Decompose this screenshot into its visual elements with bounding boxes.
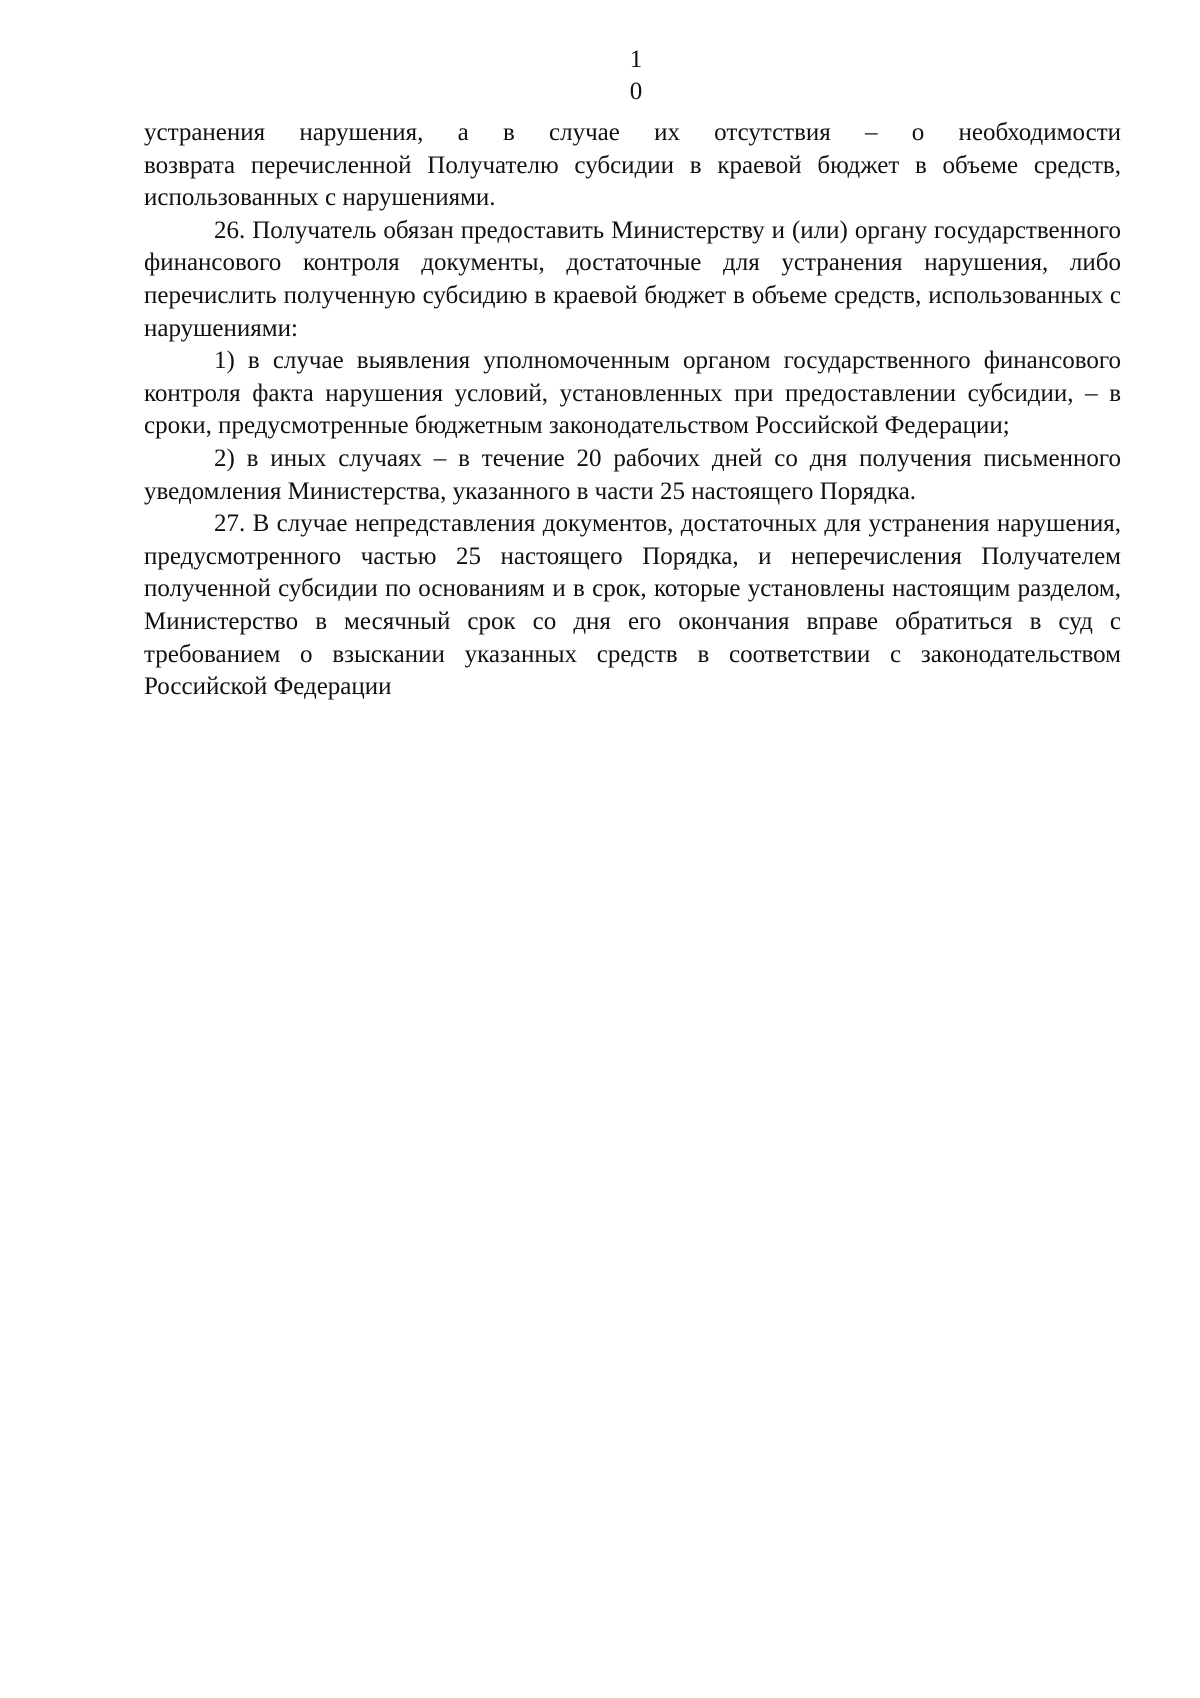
page-number-digit-2: 0 xyxy=(629,78,643,105)
paragraph-26: 26. Получатель обязан предоставить Министерству и (или) органу государственного финансового контроля документы, достаточные для устранения нарушения, либо перечислить полученную субсидию в краевой бюджет в объеме средств, использованных с нарушениями: xyxy=(144,216,1121,342)
paragraph-27: 27. В случае непредставления документов, достаточных для устранения нарушения, предусмотренного частью 25 настоящего Порядка, и неперечисления Получателем полученной субсидии по основаниям и в срок, которые установлены настоящим разделом, Министерство в месячный срок со дня его окончания вправе обратиться в суд с требованием о взыскании указанных средств в соответствии с законодательством Российской Федерации xyxy=(144,510,1121,701)
page-number-digit-1: 1 xyxy=(629,46,643,73)
document-body xyxy=(144,117,1121,704)
page-number xyxy=(0,44,1200,108)
paragraph-26-item-2: 2) в иных случаях – в течение 20 рабочих дней со дня получения письменного уведомления Министерства, указанного в части 25 настоящего Порядка. xyxy=(144,444,1121,505)
paragraph-continuation-rest: возврата перечисленной Получателю субсидии в краевой бюджет в объеме средств, использованных с нарушениями. xyxy=(144,151,1121,212)
paragraph-continuation xyxy=(144,117,1121,215)
paragraph-continuation-first-line: устранения нарушения, а в случае их отсутствия – о необходимости xyxy=(144,119,1121,146)
paragraph-26-item-1: 1) в случае выявления уполномоченным органом государственного финансового контроля факта нарушения условий, установленных при предоставлении субсидии, – в сроки, предусмотренные бюджетным законодательством Российской Федерации; xyxy=(144,347,1121,440)
